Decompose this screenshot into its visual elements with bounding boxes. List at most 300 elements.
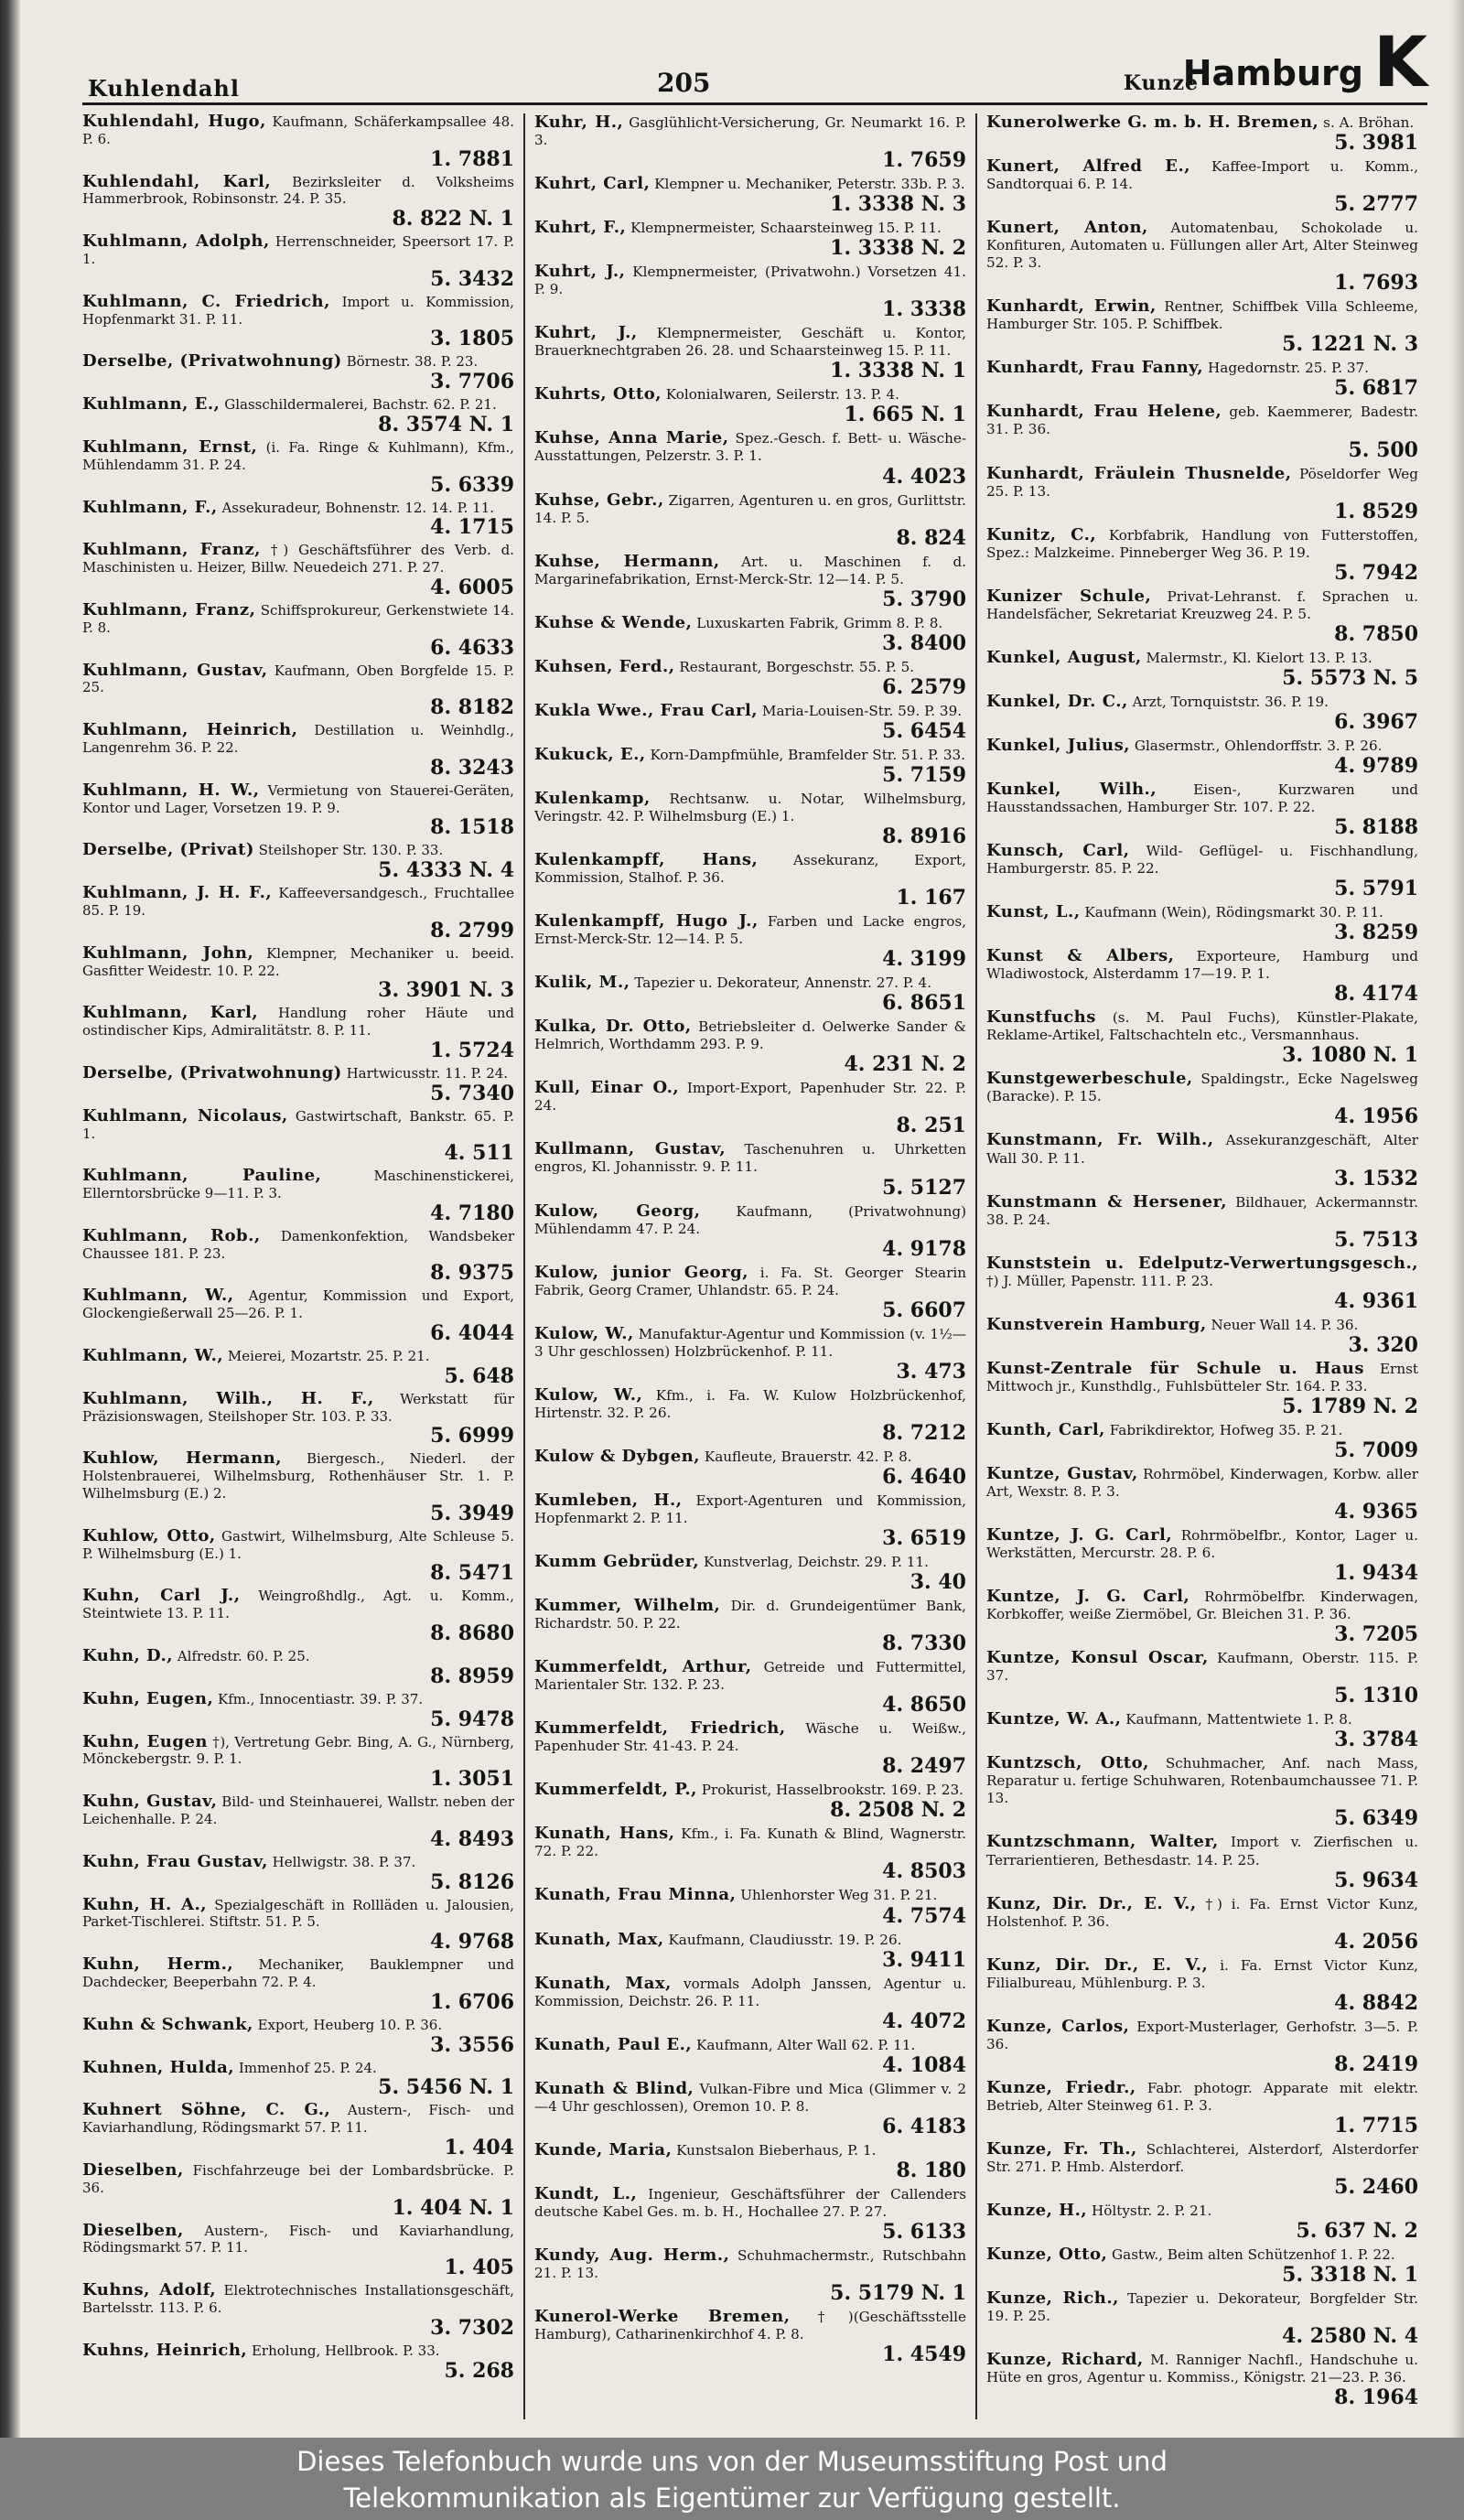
entry-phone-number: 5. 9478 [430,1707,514,1731]
entry-phone-number: 8. 7850 [1334,621,1418,646]
entry-details: Schuhmacher, Anf. nach Mass, Reparatur u. fertige Schuhwaren, Rotenbaumchaussee 71. P. 13. [986,1755,1419,1807]
entry-phone-number: 4. 7574 [882,1903,966,1928]
entry-name: Kukuck, E., [534,744,646,764]
entry-phone-number: 4. 6005 [430,575,514,599]
entry-phone-number: 8. 4174 [1334,982,1418,1007]
entry-name: Kummerfeldt, Arthur, [534,1657,752,1677]
directory-entry [82,1648,514,1688]
entry-details: †), Vertretung Gebr. Bing, A. G., Nürnberg, Mönckebergstr. 9. P. 1. [82,1733,514,1768]
entry-phone-number: 5. 2777 [1334,192,1418,217]
entry-name: Kunert, Alfred E., [986,156,1191,177]
entry-phone-number: 1. 7715 [1334,2113,1418,2138]
directory-entry [82,542,514,599]
entry-name: Kunizer Schule, [986,586,1152,606]
entry-details: Fabr. photogr. Apparate mit elektr. Betrieb, Alter Steinweg 61. P. 3. [986,2079,1418,2114]
directory-entry [534,658,966,699]
directory-entry [82,1956,514,2014]
directory-entry [986,2245,1418,2287]
entry-details: Schuhmachermstr., Rutschbahn 21. P. 13. [534,2246,967,2281]
entry-details: Klempnermeister, Geschäft u. Kontor, Brauerknechtgraben 26. 28. und Schaarsteinweg 15. P. 11. [534,325,967,360]
entry-name: Derselbe, (Privat) [82,840,254,860]
entry-phone-number: 1. 7881 [430,146,514,171]
entry-name: Kunhardt, Frau Fanny, [986,358,1204,378]
directory-entry [534,1079,966,1137]
entry-phone-number: 3. 7205 [1334,1622,1418,1647]
directory-entry [82,1851,514,1894]
entry-phone-number: 5. 6454 [882,718,966,743]
entry-name: Kumm Gebrüder, [534,1552,700,1572]
directory-entry [82,113,514,171]
entry-phone-number: 3. 8400 [882,630,966,655]
entry-details: Gastw., Beim alten Schützenhof 1. P. 22. [1112,2246,1395,2264]
entry-details: Prokurist, Hasselbrookstr. 169. P. 23. [701,1782,963,1799]
entry-phone-number: 8. 8182 [430,695,514,720]
entry-phone-number: 8. 7212 [882,1420,966,1445]
directory-entry [82,782,514,840]
directory-entry [82,1348,514,1388]
entry-name: Kuhlmann, Heinrich, [82,720,298,740]
directory-entry [986,403,1418,461]
entry-details: Manufaktur-Agentur und Kommission (v. 1½—3 Uhr geschlossen) Holzbrückenhof. P. 11. [534,1325,966,1360]
listing-columns [82,113,1427,2419]
directory-entry [534,1553,966,1594]
entry-details: Export, Heuberg 10. P. 36. [257,2016,443,2033]
directory-entry [986,2289,1418,2348]
entry-phone-number: 5. 268 [444,2358,514,2383]
entry-phone-number: 1. 5724 [430,1038,514,1062]
entry-phone-number: 5. 8126 [430,1869,514,1894]
directory-entry [82,396,514,436]
entry-name: Kuhn, H. A., [82,1894,207,1914]
entry-phone-number: 3. 7302 [430,2315,514,2340]
entry-name: Kummerfeldt, P., [534,1780,697,1800]
directory-entry [986,649,1418,690]
directory-entry [986,1316,1418,1357]
directory-entry [986,2079,1418,2138]
entry-name: Kunsch, Carl, [986,841,1130,861]
entry-phone-number: 1. 3338 N. 1 [830,359,966,383]
directory-entry [534,1597,966,1655]
entry-phone-number: 8. 822 N. 1 [392,207,514,232]
directory-entry [534,912,966,971]
directory-entry [986,842,1418,900]
directory-entry [82,436,514,497]
entry-details: M. Ranniger Nachfl., Handschuhe u. Hüte en gros, Agentur u. Kommiss., Königstr. 21—23. P. 36. [986,2352,1418,2386]
directory-entry [534,324,966,382]
directory-entry [82,1062,514,1105]
entry-details: Kaufmann, Oben Borgfelde 15. P. 25. [82,662,514,696]
entry-name: Kuntze, W. A., [986,1709,1122,1729]
directory-entry [534,790,966,848]
entry-details: Spez.-Gesch. f. Bett- u. Wäsche-Ausstattungen, Pelzerstr. 3. P. 1. [534,430,966,465]
entry-details: Korbfabrik, Handlung von Futterstoffen, Spez.: Malzkeime. Pinneberger Weg 36. P. 19. [986,526,1419,561]
directory-entry [82,942,514,1003]
entry-phone-number: 5. 6999 [430,1424,514,1448]
directory-entry [82,353,514,393]
entry-phone-number: 8. 180 [896,2158,966,2182]
entry-details: Destillation u. Weinhdlg., Langenrehm 36. P. 22. [82,722,514,756]
entry-phone-number: 6. 4044 [430,1321,514,1346]
directory-entry [82,1793,514,1851]
directory-entry [534,1975,966,2033]
directory-entry [534,746,966,787]
entry-details: Assekuranz, Export, Kommission, Stalhof. P. 36. [534,851,966,887]
entry-details: (s. M. Paul Fuchs), Künstler-Plakate, Reklame-Artikel, Faltschachteln etc., Versmannhaus. [986,1009,1419,1044]
entry-phone-number: 4. 8503 [882,1859,966,1884]
entry-details: Immenhof 25. P. 24. [238,2059,377,2076]
entry-name: Kuhlendahl, Hugo, [82,112,266,131]
entry-phone-number: 3. 7706 [430,370,514,394]
entry-phone-number: 1. 3338 [882,297,966,322]
entry-details: i. Fa. Ernst Victor Kunz, Filialbureau, Mühlenburg. P. 3. [986,1956,1419,1991]
directory-entry [534,429,966,488]
entry-phone-number: 5. 7159 [882,762,966,787]
entry-name: Kuhlow, Hermann, [82,1448,283,1469]
entry-name: Kuntze, Gustav, [986,1463,1138,1483]
entry-name: Kuhr, H., [534,113,624,132]
entry-phone-number: 5. 6607 [882,1298,966,1322]
entry-details: Kunstsalon Bieberhaus, P. 1. [676,2141,877,2159]
footer-line-2: Telekommunikation als Eigentümer zur Verfügung gestellt. [343,2482,1121,2514]
entry-name: Kummer, Wilhelm, [534,1596,721,1616]
entry-phone-number: 1. 4549 [882,2342,966,2367]
entry-details: Arzt, Tornquiststr. 36. P. 19. [1132,693,1329,710]
entry-details: Glasermstr., Ohlendorffstr. 3. P. 26. [1134,737,1383,754]
entry-phone-number: 4. 4023 [882,464,966,489]
entry-name: Kuhlmann, F., [82,497,218,517]
entry-phone-number: 3. 40 [910,1570,966,1595]
entry-name: Kunst-Zentrale für Schule u. Haus [986,1358,1364,1378]
entry-phone-number: 3. 3784 [1334,1728,1418,1752]
entry-name: Kunerolwerke G. m. b. H. Bremen, [986,113,1319,132]
entry-name: Kuhlmann, W., [82,1346,224,1366]
entry-details: Rohrmöbel, Kinderwagen, Korbw. aller Art, Wexstr. 8. P. 3. [986,1465,1418,1500]
entry-name: Kunath, Max, [534,1973,672,1993]
entry-phone-number: 3. 473 [896,1359,966,1384]
entry-name: Kuhrt, J., [534,262,626,282]
entry-details: i. Fa. St. Georger Stearin Fabrik, Georg Cramer, Uhlandstr. 65. P. 24. [534,1264,967,1298]
directory-entry [986,1588,1418,1646]
entry-details: Getreide und Futtermittel, Marientaler Str. 132. P. 23. [534,1659,966,1694]
entry-phone-number: 1. 404 N. 1 [392,2195,514,2220]
directory-entry [986,113,1418,155]
entry-phone-number: 6. 4633 [430,635,514,660]
directory-entry [534,553,966,611]
entry-phone-number: 5. 8188 [1334,815,1418,840]
entry-details: Klempnermeister, Schaarsteinweg 15. P. 11. [630,220,942,237]
entry-details: Neuer Wall 14. P. 36. [1211,1316,1359,1333]
entry-details: Fischfahrzeuge bei der Lombardsbrücke. P. 36. [82,2162,514,2196]
entry-phone-number: 8. 824 [896,525,966,550]
directory-entry [986,1421,1418,1462]
entry-phone-number: 5. 9634 [1334,1868,1418,1892]
entry-phone-number: 5. 4333 N. 4 [378,858,514,883]
entry-name: Kunstmann & Hersener, [986,1191,1227,1212]
entry-phone-number: 5. 6133 [882,2219,966,2244]
entry-phone-number: 8. 1518 [430,815,514,840]
entry-phone-number: 1. 8529 [1334,499,1418,523]
entry-name: Kuntzschmann, Walter, [986,1832,1219,1852]
entry-name: Kunert, Anton, [986,218,1148,238]
directory-entry [82,1225,515,1286]
entry-details: Rechtsanw. u. Notar, Wilhelmsburg, Veringstr. 42. P. Wilhelmsburg (E.) 1. [534,790,967,824]
directory-entry [986,1895,1418,1954]
entry-name: Kuhlmann, Gustav, [82,660,268,680]
entry-details: Kaffeeversandgesch., Fruchtallee 85. P. 19. [82,885,514,919]
directory-entry [82,233,514,291]
directory-entry [986,157,1418,216]
entry-phone-number: 5. 7942 [1334,560,1418,585]
entry-name: Kunkel, Dr. C., [986,691,1128,711]
directory-entry [986,1465,1418,1524]
entry-phone-number: 5. 6349 [1334,1806,1418,1831]
entry-phone-number: 5. 2460 [1334,2175,1418,2200]
entry-details: Alfredstr. 60. P. 25. [177,1648,310,1665]
entry-details: Kaufmann, Alter Wall 62. P. 11. [696,2036,916,2053]
directory-entry [986,297,1418,356]
entry-details: Art. u. Maschinen f. d. Margarinefabrikation, Ernst-Merck-Str. 12—14. P. 5. [534,553,966,587]
directory-entry [534,2080,966,2138]
entry-phone-number: 4. 8650 [882,1693,966,1718]
entry-phone-number: 8. 2419 [1334,2052,1418,2076]
entry-name: Kunstgewerbeschule, [986,1069,1193,1089]
directory-entry [82,1450,514,1524]
directory-entry [82,842,514,882]
entry-details: Ernst Mittwoch jr., Kunsthdlg., Fuhlsbütteler Str. 164. P. 33. [986,1360,1418,1395]
entry-name: Kunth, Carl, [986,1419,1105,1439]
entry-details: Malermstr., Kl. Kielort 13. P. 13. [1146,649,1372,666]
directory-entry [82,291,514,351]
entry-phone-number: 3. 320 [1348,1332,1418,1357]
entry-phone-number: 6. 8651 [882,991,966,1016]
entry-phone-number: 5. 3981 [1334,131,1418,156]
entry-phone-number: 1. 3338 N. 2 [830,236,966,261]
entry-details: Assekuradeur, Bohnenstr. 12. 14. P. 11. [221,499,495,516]
entry-name: Kuhlmann, J. H. F., [82,883,273,903]
directory-entry [986,1526,1418,1585]
directory-entry [82,885,514,942]
directory-entry [534,1886,966,1927]
entry-name: Kuhlmann, H. W., [82,780,260,800]
directory-entry [534,1719,966,1778]
entry-name: Kuhn, Eugen, [82,1688,214,1708]
entry-name: Kunhardt, Erwin, [986,296,1157,317]
entry-name: Kuhlmann, C. Friedrich, [82,291,330,311]
entry-details: Fabrikdirektor, Hofweg 35. P. 21. [1109,1421,1343,1438]
header-letter: K [1373,21,1427,102]
entry-details: Mechaniker, Bauklempner und Dachdecker, Beeperbahn 72. P. 4. [82,1956,514,1991]
entry-phone-number: 1. 7659 [882,148,966,173]
entry-details: Maschinenstickerei, Ellerntorsbrücke 9—11. P. 3. [82,1168,514,1202]
entry-name: Kuhn, Eugen [82,1731,208,1751]
entry-name: Kunze, Carlos, [986,2016,1130,2036]
entry-details: Kaufmann, Mattentwiete 1. P. 8. [1125,1711,1352,1728]
entry-phone-number: 4. 9768 [430,1930,514,1955]
directory-entry [82,722,514,780]
entry-details: Kaffee-Import u. Komm., Sandtorquai 6. P. 14. [986,158,1419,193]
entry-phone-number: 8. 2799 [430,918,514,942]
entry-details: Kaufleute, Brauerstr. 42. P. 8. [704,1448,912,1465]
directory-entry [986,219,1418,295]
entry-phone-number: 5. 6339 [430,472,514,497]
directory-entry [986,2202,1418,2243]
entry-name: Kuhn, Gustav, [82,1792,218,1812]
entry-details: Kfm., Innocentiastr. 39. P. 37. [218,1690,424,1707]
header-city: Hamburg [1182,53,1363,93]
entry-details: †) Geschäftsführer des Verb. d. Maschinisten u. Heizer, Billw. Neuedeich 271. P. 27. [82,542,514,576]
entry-phone-number: 1. 3051 [430,1767,514,1792]
entry-name: Kuhrts, Otto, [534,384,662,404]
entry-details: Kunstverlag, Deichstr. 29. P. 11. [703,1554,929,1571]
directory-entry [534,974,966,1015]
entry-name: Kunstfuchs [986,1007,1096,1028]
directory-entry [82,171,514,232]
directory-entry [534,2308,966,2366]
directory-entry [534,113,966,172]
entry-name: Kunze, Richard, [986,2350,1144,2370]
directory-entry [82,662,514,720]
entry-phone-number: 3. 8259 [1334,921,1418,945]
entry-details: Maria-Louisen-Str. 59. P. 39. [761,702,963,719]
entry-details: Hagedornstr. 25. P. 37. [1208,360,1370,377]
entry-details: Automatenbau, Schokolade u. Konfituren, Automaten u. Füllungen aller Art, Alter Steinweg 52. P. 3. [986,220,1419,272]
entry-name: Kulka, Dr. Otto, [534,1017,692,1037]
entry-name: Kunkel, Julius, [986,735,1130,755]
entry-phone-number: 8. 8959 [430,1664,514,1688]
entry-phone-number: 1. 167 [896,886,966,910]
entry-phone-number: 6. 4640 [882,1464,966,1489]
entry-phone-number: 8. 1964 [1334,2385,1418,2410]
entry-name: Kunst & Albers, [986,946,1175,966]
entry-phone-number: 3. 1805 [430,327,514,351]
entry-phone-number: 4. 2056 [1334,1929,1418,1954]
entry-name: Kulenkampff, Hans, [534,849,759,869]
entry-details: Klempner u. Mechaniker, Peterstr. 33b. P. 3. [654,176,965,193]
entry-details: (i. Fa. Ringe & Kuhlmann), Kfm., Mühlendamm 31. P. 24. [82,438,514,473]
directory-entry [82,2342,514,2383]
entry-details: Weingroßhdlg., Agt. u. Komm., Steintwiete 13. P. 11. [82,1588,514,1622]
entry-phone-number: 3. 3556 [430,2032,514,2057]
entry-phone-number: 4. 9361 [1334,1288,1418,1313]
entry-name: Kuhlmann, Wilh., H. F., [82,1388,374,1408]
entry-phone-number: 4. 1956 [1334,1104,1418,1129]
directory-entry [986,903,1418,944]
directory-entry [986,2351,1418,2409]
entry-name: Kuntze, J. G. Carl, [986,1587,1190,1607]
entry-phone-number: 8. 2497 [882,1754,966,1779]
entry-phone-number: 3. 9411 [882,1947,966,1972]
entry-name: Kuhlmann, W., [82,1286,234,1306]
entry-phone-number: 5. 3318 N. 1 [1282,2263,1418,2288]
entry-name: Kunkel, August, [986,647,1142,667]
entry-details: Spaldingstr., Ecke Nagelsweg (Baracke). P. 15. [986,1071,1418,1105]
entry-name: Kunstmann, Fr. Wilh., [986,1130,1214,1150]
entry-details: Bezirksleiter d. Volksheims Hammerbrook, Robinsonstr. 24. P. 35. [82,173,514,208]
directory-entry [534,2036,966,2077]
directory-entry [986,587,1418,646]
entry-name: Derselbe, (Privatwohnung) [82,1062,342,1082]
entry-phone-number: 6. 2579 [882,674,966,699]
entry-name: Kuhn, D., [82,1646,174,1666]
directory-entry [534,1931,966,1972]
entry-details: Exporteure, Hamburg und Wladiwostock, Alsterdamm 17—19. P. 1. [986,948,1418,983]
entry-name: Kuhlmann, Pauline, [82,1166,322,1186]
directory-entry [82,1005,514,1062]
entry-phone-number: 1. 665 N. 1 [844,403,966,427]
entry-phone-number: 4. 511 [444,1141,514,1166]
entry-details: Tapezier u. Dekorateur, Borgfelder Str. 19. P. 25. [986,2290,1418,2325]
directory-entry [82,2057,514,2100]
entry-phone-number: 5. 1789 N. 2 [1282,1394,1418,1418]
directory-entry [82,1168,514,1225]
entry-name: Kunze, Otto, [986,2245,1108,2265]
entry-phone-number: 5. 6817 [1334,376,1418,401]
entry-details: Kaufmann (Wein), Rödingsmarkt 30. P. 11. [1084,904,1383,921]
directory-entry [534,2246,966,2305]
entry-name: Kuhn, Frau Gustav, [82,1851,268,1871]
entry-details: Kaufmann, Claudiusstr. 19. P. 26. [668,1931,902,1948]
entry-details: †) i. Fa. Ernst Victor Kunz, Holstenhof. P. 36. [986,1895,1418,1930]
entry-name: Kuhse, Gebr., [534,490,664,510]
entry-phone-number: 4. 1715 [430,515,514,540]
entry-name: Kunststein u. Edelputz-Verwertungsgesch., [986,1253,1418,1273]
entry-phone-number: 1. 6706 [430,1989,514,2014]
directory-entry [534,1140,966,1199]
directory-entry [534,702,966,743]
directory-entry [82,2282,514,2340]
entry-name: Derselbe, (Privatwohnung) [82,351,342,372]
entry-name: Kuhlmann, E., [82,394,221,415]
entry-phone-number: 5. 7340 [430,1081,514,1105]
entry-details: Rohrmöbelfbr. Kinderwagen, Korbkoffer, weiße Ziermöbel, Gr. Bleichen 31. P. 36. [986,1588,1419,1623]
listing-column-1 [82,113,523,2419]
entry-details: Tapezier u. Dekorateur, Annenstr. 27. P. 4. [634,975,932,992]
entry-phone-number: 4. 9178 [882,1236,966,1261]
directory-entry [986,2018,1418,2076]
entry-phone-number: 4. 1084 [882,2052,966,2077]
directory-entry [82,1731,514,1792]
entry-name: Kulow, W., [534,1323,634,1343]
directory-entry [534,614,966,655]
entry-name: Kundy, Aug. Herm., [534,2245,730,2265]
entry-name: Kulow, Georg, [534,1201,701,1221]
entry-name: Kuhlmann, John, [82,942,254,963]
directory-entry [986,2140,1418,2199]
directory-entry [986,693,1418,734]
entry-name: Kuhn, Carl J., [82,1586,241,1606]
entry-name: Kulow & Dybgen, [534,1446,701,1466]
entry-name: Kuhrt, Carl, [534,174,651,194]
page-binding-edge [0,0,20,2438]
entry-name: Kuhlow, Otto, [82,1525,216,1545]
entry-phone-number: 3. 3901 N. 3 [378,978,514,1003]
entry-phone-number: 1. 405 [444,2256,514,2280]
entry-details: Pöseldorfer Weg 25. P. 13. [986,465,1418,500]
entry-name: Kunze, Friedr., [986,2077,1136,2097]
entry-phone-number: 5. 5179 N. 1 [830,2281,966,2306]
entry-details: Dir. d. Grundeigentümer Bank, Richardstr. 50. P. 22. [534,1598,967,1632]
entry-details: Kaufmann, Schäferkampsallee 48. P. 6. [82,113,514,147]
entry-name: Kukla Wwe., Frau Carl, [534,700,759,720]
entry-phone-number: 5. 3432 [430,266,514,291]
entry-details: Austern-, Fisch- und Kaviarhandlung, Rödingsmarkt 57. P. 11. [82,2222,514,2256]
page-number: 205 [657,68,711,98]
page-right-edge [1451,0,1464,2438]
directory-entry [534,263,966,321]
directory-entry [534,1658,966,1717]
entry-name: Kull, Einar O., [534,1078,680,1098]
entry-details: Wäsche u. Weißw., Papenhuder Str. 41-43. P. 24. [534,1720,967,1755]
